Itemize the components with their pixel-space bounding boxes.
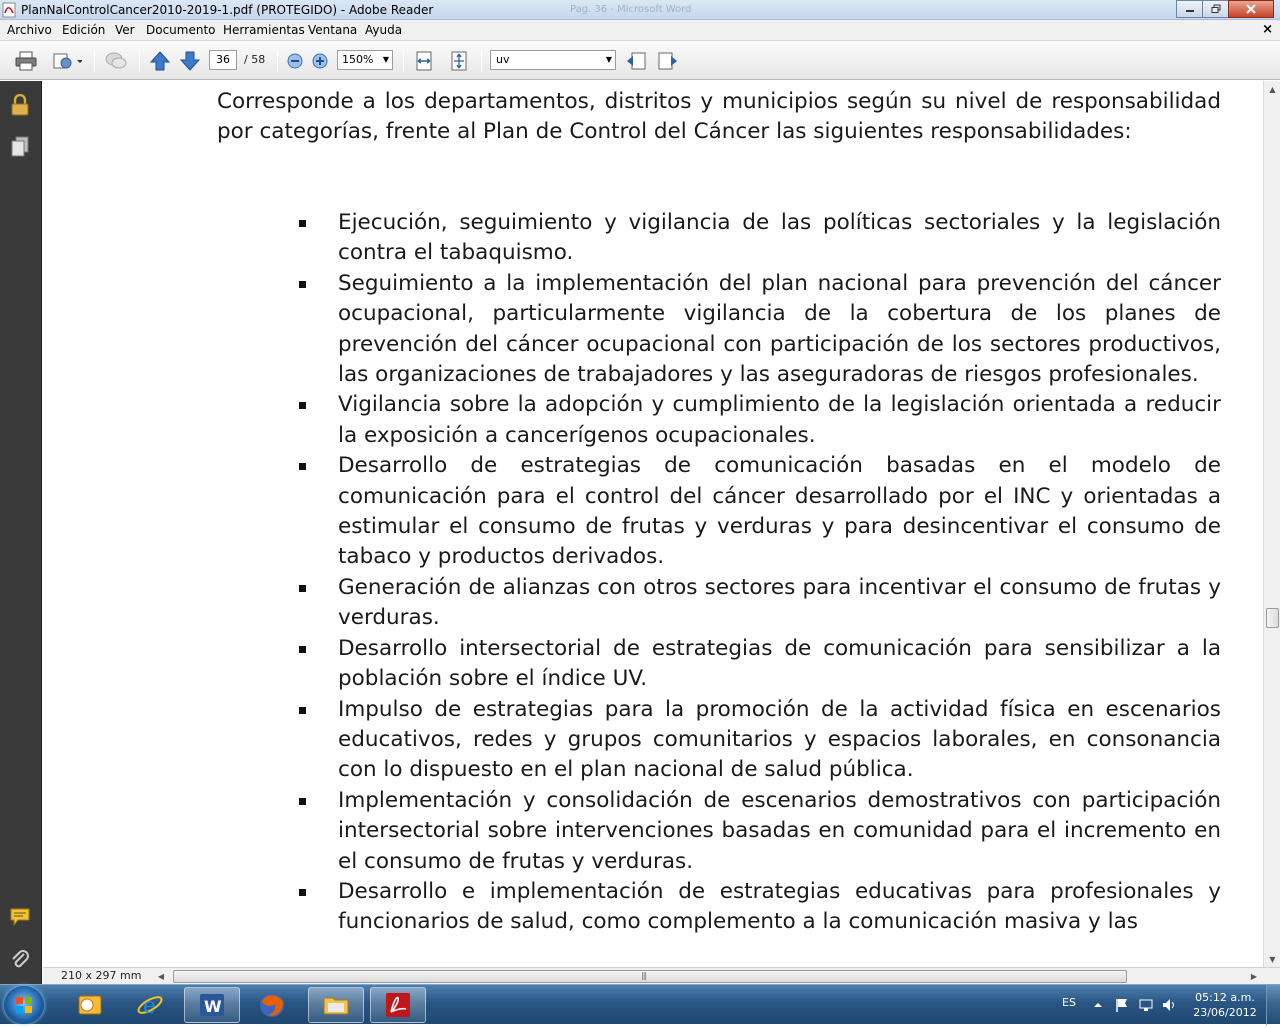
menu-herramientas[interactable]: Herramientas [223,23,305,37]
page-total: / 58 [244,53,266,66]
horizontal-scrollbar[interactable] [171,969,1263,984]
windows-logo-icon [4,986,44,1024]
taskbar-word[interactable] [184,987,240,1023]
speaker-icon [1161,997,1177,1013]
flag-icon [1114,997,1130,1013]
close-window-button[interactable] [1228,0,1274,18]
chevron-down-icon: ▼ [605,55,612,64]
horizontal-scroll-thumb[interactable] [173,970,1127,983]
grip-icon: ||| [641,971,647,980]
window-title: PlanNalControlCancer2010-2019-1.pdf (PROTEGIDO) - Adobe Reader [21,3,434,17]
next-page-button[interactable] [178,50,202,72]
print-icon [15,51,37,71]
previous-page-button[interactable] [148,50,172,72]
zoom-out-button[interactable] [283,50,307,72]
comment-button[interactable] [104,50,128,72]
arrow-up-icon [149,50,171,72]
list-item: Ejecución, seguimiento y vigilancia de las políticas sectoriales y la legislación contra el tabaquismo. [293,208,1221,269]
minimize-button[interactable] [1176,0,1203,18]
find-input[interactable] [490,50,616,70]
volume-button[interactable] [1161,997,1177,1013]
taskbar-explorer[interactable] [308,987,364,1023]
list-item: Implementación y consolidación de escenarios demostrativos con participación intersectorial sobre intervenciones basadas en comunidad para el incremento en el consumo de frutas y verduras. [293,786,1221,877]
menu-documento[interactable]: Documento [146,23,216,37]
pdf-file-icon [2,2,17,18]
status-bar [43,967,1280,984]
list-item: Desarrollo e implementación de estrategias educativas para profesionales y funcionarios de salud, como complemento a la comunicación masiva y las [293,877,1221,938]
menu-archivo[interactable]: Archivo [7,23,52,37]
list-item: Desarrollo de estrategias de comunicación basadas en el modelo de comunicación para el control del cáncer desarrollado por el INC y orientadas a estimular el consumo de frutas y verduras y para desincentivar el consumo de tabaco y productos derivados. [293,451,1221,573]
taskbar-internet-explorer[interactable] [122,987,178,1023]
folder-icon [321,990,351,1020]
menu-bar [0,20,1280,41]
close-document-button[interactable]: × [1262,22,1273,37]
clock[interactable] [1190,990,1260,1020]
list-item: Generación de alianzas con otros sectores para incentivar el consumo de frutas y verduras. [293,573,1221,634]
page-size-label: 210 x 297 mm [61,969,142,982]
lock-icon [10,94,30,116]
share-button[interactable] [50,50,84,72]
vertical-scroll-thumb[interactable] [1266,608,1279,628]
responsibilities-list [293,208,1221,938]
show-desktop-button[interactable] [1266,985,1280,1025]
find-value: uv [496,53,510,66]
menu-ventana[interactable]: Ventana [308,23,358,37]
pages-icon [10,136,30,158]
menu-edicion[interactable]: Edición [62,23,106,37]
word-icon [197,990,227,1020]
print-button[interactable] [14,50,38,72]
taskbar-firefox[interactable] [244,987,300,1023]
comment-icon [9,907,31,927]
fit-width-button[interactable] [412,50,436,72]
svg-text:W: W [204,997,222,1016]
vertical-scrollbar[interactable] [1263,81,1280,967]
paperclip-icon [10,948,30,970]
taskbar-adobe-reader[interactable] [370,987,426,1023]
comments-panel-button[interactable] [8,905,32,929]
menu-ver[interactable]: Ver [115,23,135,37]
fit-page-icon [449,51,469,71]
title-bar [0,0,1280,20]
find-next-button[interactable] [656,50,680,72]
arrow-down-icon [179,50,201,72]
attachments-panel-button[interactable] [8,947,32,971]
clock-time: 05:12 a.m. [1195,991,1255,1004]
list-item: Impulso de estrategias para la promoción de la actividad física en escenarios educativos, redes y grupos comunitarios y espacios laborales, en consonancia con lo dispuesto en el plan nacional de salud pública. [293,695,1221,786]
zoom-value: 150% [342,53,374,66]
navigation-panel [0,81,42,984]
find-previous-icon [625,51,647,71]
scroll-right-arrow-icon[interactable]: ▶ [1250,971,1258,981]
network-icon [1138,997,1154,1013]
firefox-icon [257,990,287,1020]
network-button[interactable] [1138,997,1154,1013]
taskbar [0,984,1280,1024]
comment-bubbles-icon [104,51,128,71]
pages-panel-button[interactable] [8,135,32,159]
language-indicator[interactable]: ES [1062,996,1076,1009]
zoom-out-icon [286,52,304,70]
zoom-select[interactable] [337,50,393,70]
restore-icon [1211,4,1221,14]
chevron-down-icon: ▼ [382,55,389,64]
scroll-down-arrow-icon[interactable]: ▼ [1269,954,1276,964]
internet-explorer-icon [135,990,165,1020]
toolbar [0,41,1280,80]
background-window-title: Pag. 36 - Microsoft Word [570,4,692,15]
zoom-in-icon [311,52,329,70]
outlook-icon [75,990,105,1020]
find-next-icon [657,51,679,71]
clock-date: 23/06/2012 [1193,1006,1257,1019]
scroll-left-arrow-icon[interactable]: ◀ [157,971,165,981]
maximize-button[interactable] [1202,0,1229,18]
svg-text:e: e [143,994,157,1019]
fit-page-button[interactable] [447,50,471,72]
chevron-up-icon [1093,1000,1103,1010]
close-icon [1245,4,1257,14]
list-item: Seguimiento a la implementación del plan nacional para prevención del cáncer ocupacional, particularmente vigilancia de la cobertura de los planes de prevención del cáncer ocupacional con participación de los sectores productivos, las organizaciones de trabajadores y las aseguradoras de riesgos profesionales. [293,269,1221,391]
fit-width-icon [414,51,434,71]
security-lock-button[interactable] [8,93,32,117]
share-icon [52,51,82,71]
adobe-reader-icon [383,990,413,1020]
scroll-up-arrow-icon[interactable]: ▲ [1269,84,1276,94]
show-hidden-icons-button[interactable] [1090,997,1106,1013]
minimize-icon [1185,4,1195,14]
page-number-input[interactable]: 36 [209,50,237,70]
list-item: Vigilancia sobre la adopción y cumplimiento de la legislación orientada a reducir la exposición a cancerígenos ocupacionales. [293,390,1221,451]
action-center-button[interactable] [1114,997,1130,1013]
list-item: Desarrollo intersectorial de estrategias de comunicación para sensibilizar a la población sobre el índice UV. [293,634,1221,695]
intro-paragraph: Corresponde a los departamentos, distritos y municipios según su nivel de responsabilidad por categorías, frente al Plan de Control del Cáncer las siguientes responsabilidades: [217,89,1221,145]
start-button[interactable] [4,986,44,1024]
document-view[interactable] [43,81,1263,967]
zoom-in-button[interactable] [308,50,332,72]
find-previous-button[interactable] [624,50,648,72]
menu-ayuda[interactable]: Ayuda [365,23,403,37]
taskbar-outlook[interactable] [62,987,118,1023]
